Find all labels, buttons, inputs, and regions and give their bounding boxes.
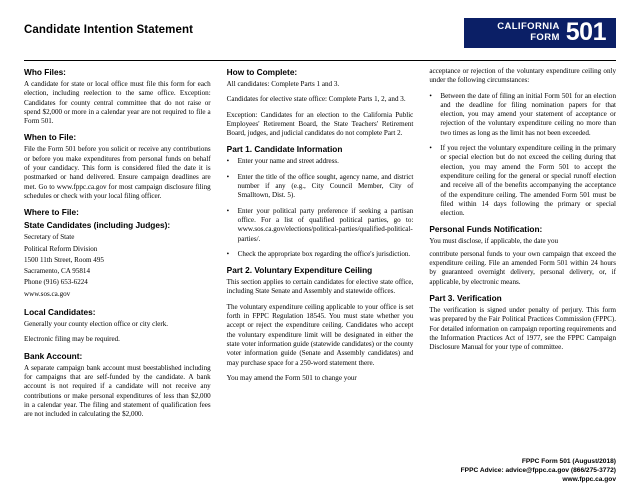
electronic-filing-note: Electronic filing may be required. bbox=[24, 335, 120, 344]
form-badge-state: CALIFORNIA bbox=[497, 21, 560, 32]
document-footer bbox=[461, 457, 616, 484]
bullet-icon: • bbox=[226, 249, 230, 258]
bullet-icon: • bbox=[226, 172, 230, 181]
who-files-heading: Who Files: bbox=[24, 67, 66, 77]
document-header bbox=[24, 18, 616, 56]
part1-bullet-text: Enter your name and street address. bbox=[237, 157, 339, 166]
form-badge-label: FORM bbox=[530, 31, 560, 43]
header-divider bbox=[24, 60, 616, 61]
bullet-icon: • bbox=[429, 144, 432, 153]
footer-advice-contact[interactable]: FPPC Advice: advice@fppc.ca.gov (866/275-3772) bbox=[460, 467, 616, 474]
who-files-body: A candidate for state or local office must file this form for each election, including reelection to the same office. Exception: Candidates for county central committee that do not raise or spend $2,000 or more in a calendar year are not required to file a Form 501. bbox=[24, 80, 211, 126]
part1-bullet bbox=[227, 173, 414, 201]
state-address-line: Political Reform Division bbox=[24, 244, 98, 253]
column-one bbox=[24, 67, 211, 467]
state-website-link[interactable]: www.sos.ca.gov bbox=[24, 289, 71, 298]
state-candidates-heading: State Candidates (including Judges): bbox=[24, 220, 171, 231]
part1-heading: Part 1. Candidate Information bbox=[226, 144, 343, 155]
column-two bbox=[227, 67, 414, 467]
part1-bullet-text: Enter the title of the office sought, agency name, and district number if any (e.g., City Council Member, City of Smalltown, Dist. 5). bbox=[237, 172, 414, 200]
personal-funds-paragraph-2: contribute personal funds to your own campaign that exceed the expenditure ceiling. File an amended Form 501 within 24 hours by guaranteed overnight delivery, personal delivery, or, if applicable, by electronic means. bbox=[429, 249, 617, 286]
form-badge-words bbox=[497, 22, 560, 43]
how-to-complete-exception: Exception: Candidates for an election to the California Public Employees' Retirement Board, the State Teachers' Retirement Board, judges, and judicial candidates do not complete Part 2. bbox=[226, 110, 414, 138]
part2-paragraph-2: The voluntary expenditure ceiling applicable to your office is set forth in FPPC Regulation 18545. You must state whether you accept or reject the expenditure ceiling. Candidates who accept the voluntary expenditure limit will be designated in either the state voter information guide (statewide candidates) or the county voter information guide (Senate and Assembly candidates) and may purchase space for a 250-word statement there. bbox=[226, 302, 414, 367]
personal-funds-heading: Personal Funds Notification: bbox=[429, 224, 543, 235]
page-title: Candidate Intention Statement bbox=[24, 24, 194, 36]
part2-paragraph-1: This section applies to certain candidates for elective state office, including State Senate and Assembly and statewide offices. bbox=[226, 278, 414, 296]
when-to-file-body: File the Form 501 before you solicit or receive any contributions or before you make expenditures from personal funds on behalf of your candidacy. This form is considered filed the date it is postmarked or hand delivered. Ensure campaign deadlines are met. Go to www.fppc.ca.gov for most campaign disclosure filing schedules or check with your local filing officer. bbox=[24, 145, 211, 200]
personal-funds-paragraph-1: You must disclose, if applicable, the date you bbox=[429, 237, 559, 246]
part2-bullet bbox=[429, 92, 616, 138]
part2-heading: Part 2. Voluntary Expenditure Ceiling bbox=[226, 265, 373, 276]
bullet-icon: • bbox=[226, 157, 230, 166]
when-to-file-heading: When to File: bbox=[24, 132, 77, 143]
bank-account-body: A separate campaign bank account must beestablished including for campaigns that are self-funded by the candidate. A bank account is not required if a candidate will not receive any contributions or make personal expenditures of less than $2,000 in a calendar year. The filing and statement of qualification fees are not included in calculating the $2,000. bbox=[24, 363, 211, 419]
bullet-icon: • bbox=[226, 206, 230, 215]
bank-account-heading: Bank Account: bbox=[24, 350, 83, 361]
content-columns bbox=[24, 67, 616, 467]
local-candidates-heading: Local Candidates: bbox=[24, 307, 96, 318]
state-address-line: Sacramento, CA 95814 bbox=[24, 267, 91, 276]
local-candidates-body: Generally your county election office or city clerk. bbox=[24, 320, 169, 329]
part1-bullet bbox=[227, 250, 414, 259]
column-three bbox=[429, 67, 616, 467]
form-badge bbox=[464, 18, 616, 48]
where-to-file-heading: Where to File: bbox=[24, 207, 79, 218]
part1-bullet bbox=[227, 207, 414, 244]
part1-bullet-text: Enter your political party preference if seeking a partisan office. For a list of qualified political parties, go to: www.sos.ca.gov/elections/political-parties/qualified-political-parties/. bbox=[237, 206, 414, 243]
part1-bullet bbox=[227, 157, 414, 166]
part2-bullet-text: Between the date of filing an initial Form 501 for an election and the deadline for filing nomination papers for that election, you may amend your statement of acceptance or rejection of the voluntary expenditure ceiling no more than two times as long as the limit has not been exceeded. bbox=[440, 91, 617, 137]
form-badge-number: 501 bbox=[565, 18, 606, 46]
part2-paragraph-3: You may amend the Form 501 to change your bbox=[226, 373, 357, 382]
part3-body: The verification is signed under penalty of perjury. This form was prepared by the Fair Political Practices Commission (FPPC). For detailed information on campaign reporting requirements and the Information Practices Act of 1977, see the FPPC Campaign Disclosure Manual for your type of committee. bbox=[429, 305, 617, 352]
part2-continued-intro: acceptance or rejection of the voluntary expenditure ceiling only under the following circumstances: bbox=[429, 67, 617, 85]
how-to-complete-line-1: All candidates: Complete Parts 1 and 3. bbox=[226, 80, 340, 88]
part3-heading: Part 3. Verification bbox=[429, 292, 502, 303]
part1-bullet-text: Check the appropriate box regarding the office's jurisdiction. bbox=[237, 249, 411, 258]
footer-form-id: FPPC Form 501 (August/2018) bbox=[521, 458, 616, 465]
how-to-complete-heading: How to Complete: bbox=[226, 67, 298, 77]
state-address-line: 1500 11th Street, Room 495 bbox=[24, 255, 104, 264]
state-phone: Phone (916) 653-6224 bbox=[24, 278, 88, 287]
state-address-line: Secretary of State bbox=[24, 233, 75, 242]
part2-bullet bbox=[429, 144, 616, 218]
part2-bullet-text: If you reject the voluntary expenditure ceiling in the primary or special election but do not exceed the ceiling during that election, you may amend the Form 501 to accept the expenditure ceiling for the general or special runoff election and receive all of the benefits accompanying the acceptance of the expenditure ceiling. The amended Form 501 must be filed within 14 days following the primary or special election. bbox=[440, 144, 617, 218]
footer-website-link[interactable]: www.fppc.ca.gov bbox=[562, 476, 616, 483]
how-to-complete-line-2: Candidates for elective state office: Complete Parts 1, 2, and 3. bbox=[226, 95, 406, 104]
bullet-icon: • bbox=[429, 91, 432, 100]
